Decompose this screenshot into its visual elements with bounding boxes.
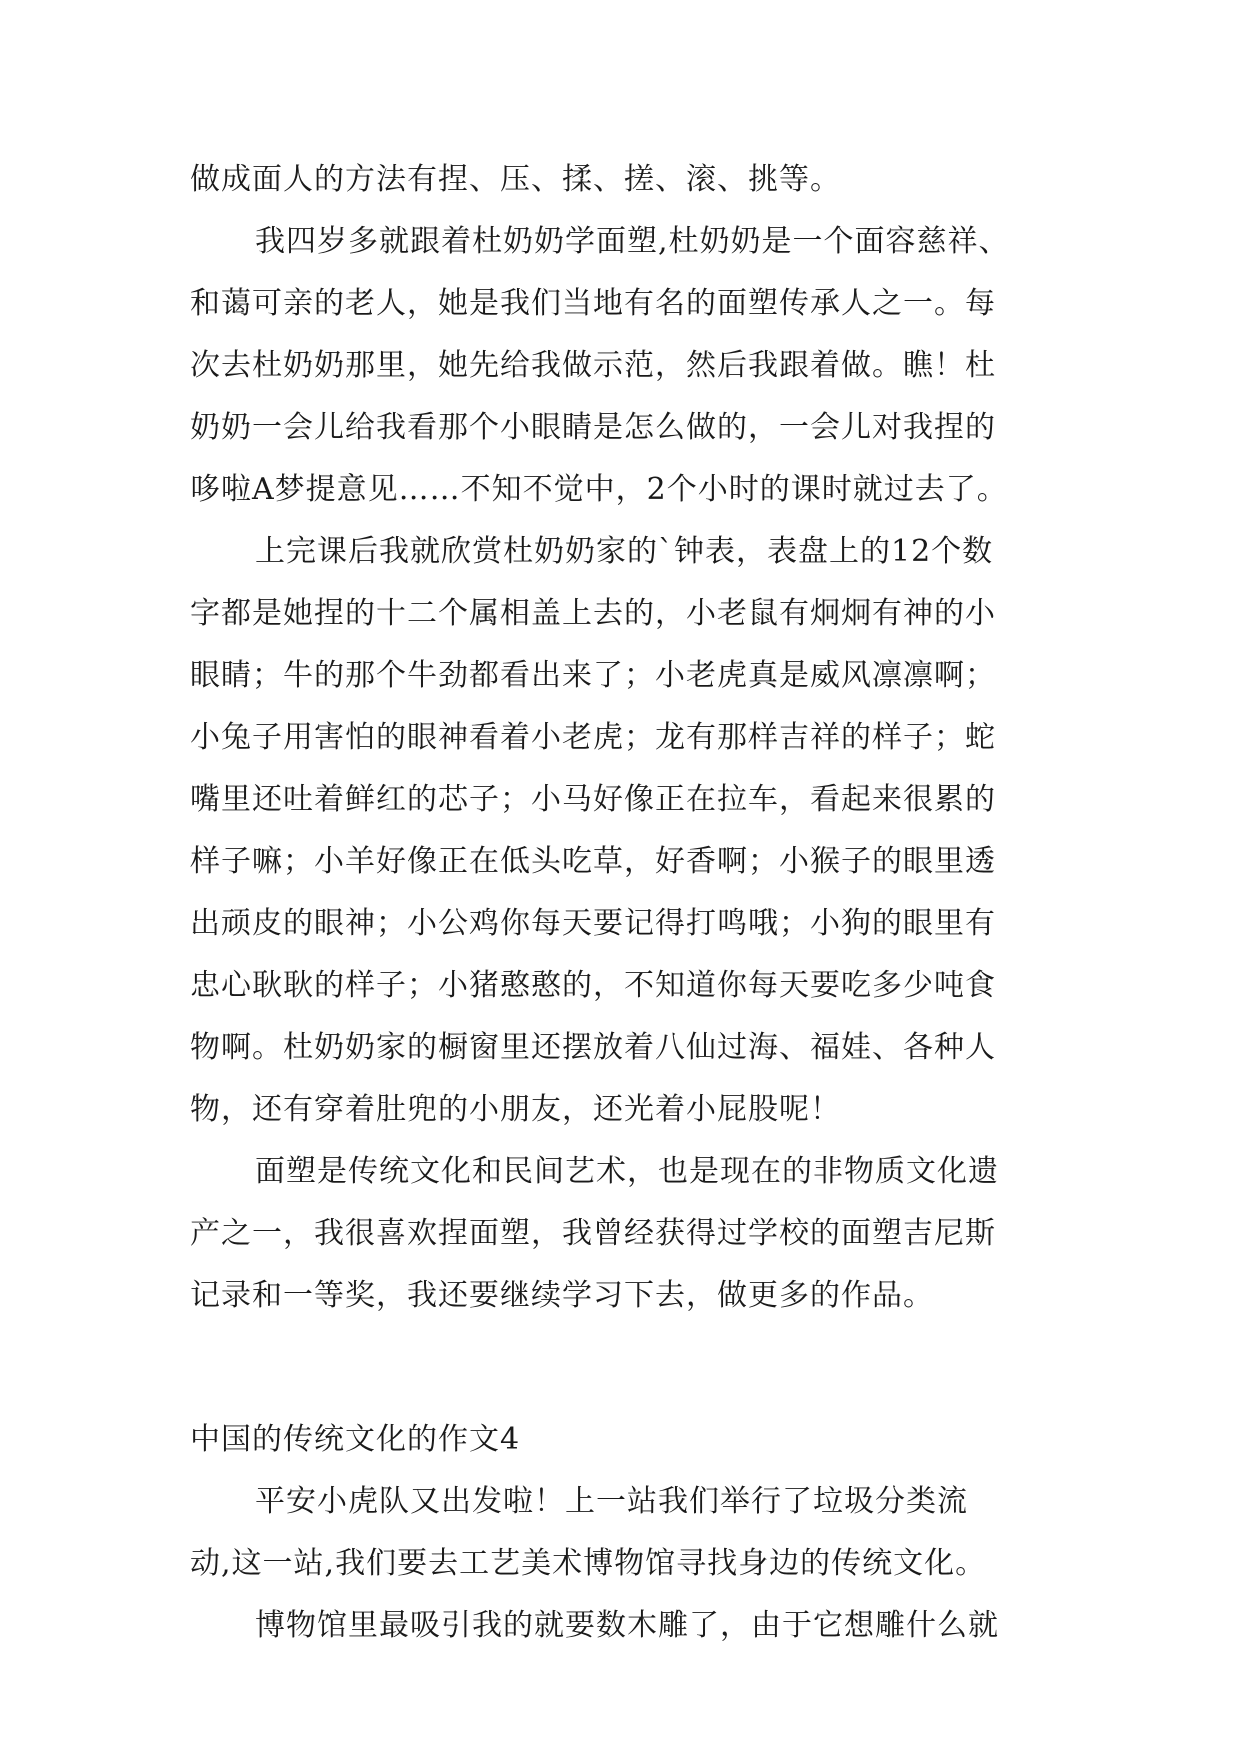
text-line: 出顽皮的眼神；小公鸡你每天要记得打鸣哦；小狗的眼里有 [190,906,996,941]
text-line: 样子嘛；小羊好像正在低头吃草，好香啊；小猴子的眼里透 [190,844,996,879]
paragraph-start-line: 博物馆里最吸引我的就要数木雕了，由于它想雕什么就 [255,1608,999,1643]
text-line: 记录和一等奖，我还要继续学习下去，做更多的作品。 [190,1278,934,1313]
text-line: 产之一，我很喜欢捏面塑，我曾经获得过学校的面塑吉尼斯 [190,1216,996,1251]
paragraph-start-line: 平安小虎队又出发啦！上一站我们举行了垃圾分类流 [255,1484,968,1519]
text-line: 做成面人的方法有捏、压、揉、搓、滚、挑等。 [190,162,841,197]
section-heading: 中国的传统文化的作文4 [190,1422,521,1457]
paragraph-start-line: 我四岁多就跟着杜奶奶学面塑,杜奶奶是一个面容慈祥、 [255,224,1010,259]
text-line: 次去杜奶奶那里，她先给我做示范，然后我跟着做。瞧！杜 [190,348,996,383]
text-line: 眼睛；牛的那个牛劲都看出来了；小老虎真是威风凛凛啊； [190,658,996,693]
text-line: 小兔子用害怕的眼神看着小老虎；龙有那样吉祥的样子；蛇 [190,720,996,755]
text-line: 哆啦A梦提意见……不知不觉中，2个小时的课时就过去了。 [190,472,1008,507]
text-line: 嘴里还吐着鲜红的芯子；小马好像正在拉车，看起来很累的 [190,782,996,817]
text-line: 物，还有穿着肚兜的小朋友，还光着小屁股呢！ [190,1092,841,1127]
paragraph-start-line: 面塑是传统文化和民间艺术，也是现在的非物质文化遗 [255,1154,999,1189]
text-line: 动,这一站,我们要去工艺美术博物馆寻找身边的传统文化。 [190,1546,987,1581]
text-line: 和蔼可亲的老人，她是我们当地有名的面塑传承人之一。每 [190,286,996,321]
text-line: 物啊。杜奶奶家的橱窗里还摆放着八仙过海、福娃、各种人 [190,1030,996,1065]
paragraph-start-line: 上完课后我就欣赏杜奶奶家的`钟表，表盘上的12个数 [255,534,994,569]
text-line: 忠心耿耿的样子；小猪憨憨的，不知道你每天要吃多少吨食 [190,968,996,1003]
text-line: 奶奶一会儿给我看那个小眼睛是怎么做的，一会儿对我捏的 [190,410,996,445]
text-line: 字都是她捏的十二个属相盖上去的，小老鼠有炯炯有神的小 [190,596,996,631]
